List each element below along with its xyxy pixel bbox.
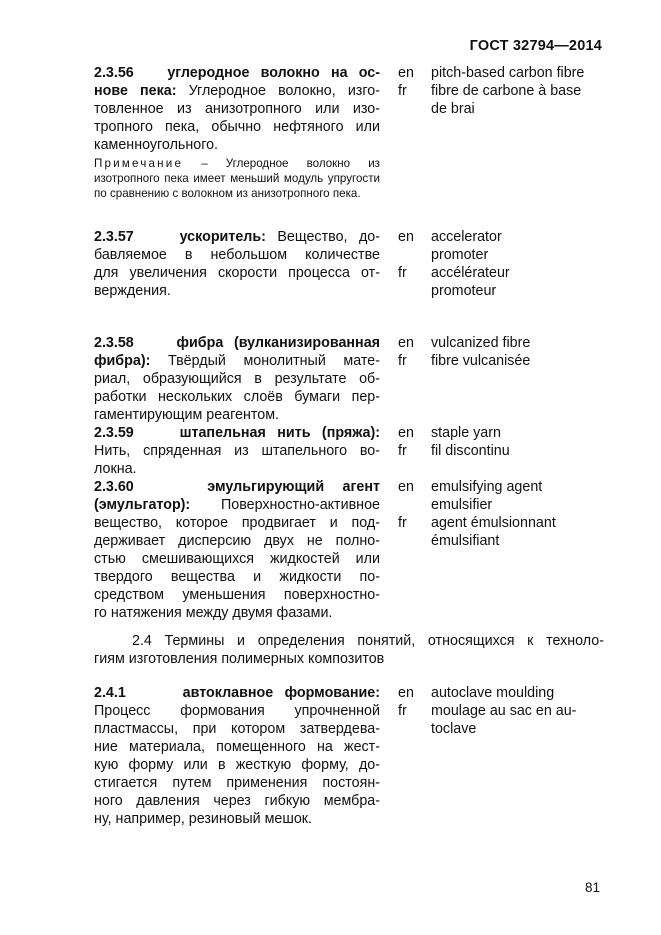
lang-code: fr	[398, 703, 407, 719]
language-codes	[398, 684, 422, 720]
definition-line: вещество, которое продвигает и под-	[94, 515, 380, 531]
term-number: 2.3.59	[94, 425, 134, 441]
equivalent-term: fibre de carbone à base	[431, 83, 582, 99]
lang-code: en	[398, 65, 414, 81]
language-codes	[398, 334, 422, 370]
term-name: штапельная нить (пряжа):	[179, 425, 381, 441]
definition-line: локна.	[94, 461, 137, 477]
equivalent-term: promoteur	[431, 283, 497, 299]
foreign-equivalents	[431, 334, 606, 370]
definition-line: пластмассы, при котором затвердева-	[94, 721, 380, 737]
section-heading-line: 2.4 Термины и определения понятий, относящихся к техноло-	[132, 633, 604, 649]
equivalent-term: émulsifiant	[431, 533, 500, 549]
definition-line: тропного пека, обычно нефтяного или	[94, 119, 380, 135]
lang-code: fr	[398, 265, 407, 281]
equivalent-term: autoclave moulding	[431, 685, 555, 701]
equivalent-term: promoter	[431, 247, 489, 263]
definition-line: кую форму или в жесткую форму, до-	[94, 757, 380, 773]
lang-code: fr	[398, 443, 407, 459]
equivalent-term: moulage au sac en au-	[431, 703, 577, 719]
document-code: ГОСТ 32794—2014	[469, 38, 602, 54]
foreign-equivalents	[431, 424, 606, 460]
equivalent-term: de brai	[431, 101, 475, 117]
language-codes	[398, 228, 422, 282]
term-name: фибра (вулканизированная	[176, 335, 380, 351]
definition-line: товленное из анизотропного или изо-	[94, 101, 380, 117]
definition-line: держивает дисперсию двух не полно-	[94, 533, 380, 549]
language-codes	[398, 424, 422, 460]
lang-code: en	[398, 229, 414, 245]
definition-line: ного давления через гибкую мембра-	[94, 793, 380, 809]
definition-line: каменноугольного.	[94, 137, 219, 153]
equivalent-term: emulsifying agent	[431, 479, 543, 495]
definition-line: бавляемое в небольшом количестве	[94, 247, 380, 263]
term-number: 2.3.56	[94, 65, 134, 81]
definition-line: Нить, спряденная из штапельного во-	[94, 443, 380, 459]
equivalent-term: fibre vulcanisée	[431, 353, 531, 369]
term-definition	[94, 228, 380, 300]
term-name-continued: фибра):	[94, 353, 151, 369]
equivalent-term: pitch-based carbon fibre	[431, 65, 585, 81]
lang-code: en	[398, 335, 414, 351]
definition-line: ние материала, помещенного на жест-	[94, 739, 380, 755]
equivalent-term: accélérateur	[431, 265, 510, 281]
definition-line: Процесс формования упрочненной	[94, 703, 380, 719]
lang-code: fr	[398, 515, 407, 531]
lang-code: en	[398, 479, 414, 495]
term-number: 2.3.57	[94, 229, 134, 245]
term-name: автоклавное формование:	[182, 685, 380, 701]
term-name: углеродное волокно на ос-	[167, 65, 380, 81]
term-name: эмульгирующий агент	[207, 479, 380, 495]
foreign-equivalents	[431, 684, 606, 738]
equivalent-term: fil discontinu	[431, 443, 510, 459]
term-definition	[94, 64, 380, 201]
equivalent-term: toclave	[431, 721, 477, 737]
definition-line: верждения.	[94, 283, 171, 299]
definition-text: Поверхностно-активное	[190, 497, 380, 513]
equivalent-term: emulsifier	[431, 497, 493, 513]
definition-line: го натяжения между двумя фазами.	[94, 605, 333, 621]
lang-code: en	[398, 685, 414, 701]
definition-line: риал, образующийся в результате об-	[94, 371, 380, 387]
definition-line: средством уменьшения поверхностно-	[94, 587, 380, 603]
lang-code: fr	[398, 353, 407, 369]
lang-code: fr	[398, 83, 407, 99]
definition-line: стигается путем применения постоян-	[94, 775, 380, 791]
definition-text: Углеродное волокно, изго-	[176, 83, 380, 99]
term-definition	[94, 478, 380, 622]
term-name-continued: нове пека:	[94, 83, 177, 99]
term-name: ускоритель:	[179, 229, 266, 245]
lang-code: en	[398, 425, 414, 441]
equivalent-term: accelerator	[431, 229, 502, 245]
foreign-equivalents	[431, 64, 606, 118]
note	[94, 157, 380, 201]
definition-line: стью смешивающихся жидкостей или	[94, 551, 380, 567]
language-codes	[398, 64, 422, 100]
term-definition	[94, 334, 380, 424]
definition-line: твердого вещества и жидкости по-	[94, 569, 380, 585]
equivalent-term: vulcanized fibre	[431, 335, 531, 351]
term-number: 2.4.1	[94, 685, 126, 701]
term-number: 2.3.58	[94, 335, 134, 351]
note-label: Примечание	[94, 157, 184, 170]
foreign-equivalents	[431, 478, 606, 550]
definition-text: Вещество, до-	[265, 229, 380, 245]
definition-line: гаментирующим реагентом.	[94, 407, 280, 423]
definition-text: Твёрдый монолитный мате-	[150, 353, 380, 369]
term-name-continued: (эмульгатор):	[94, 497, 191, 513]
term-definition	[94, 424, 380, 478]
equivalent-term: staple yarn	[431, 425, 501, 441]
note-text: – Углеродное волокно из изотропного пека имеет меньший модуль упругости по сравнению с волокном из анизотропного пека.	[94, 157, 380, 200]
term-number: 2.3.60	[94, 479, 134, 495]
definition-line: ну, например, резиновый мешок.	[94, 811, 312, 827]
equivalent-term: agent émulsionnant	[431, 515, 556, 531]
foreign-equivalents	[431, 228, 606, 300]
definition-line: работки нескольких слоёв бумаги пер-	[94, 389, 380, 405]
definition-line: для увеличения скорости процесса от-	[94, 265, 380, 281]
section-heading-2-4	[94, 632, 604, 668]
term-definition	[94, 684, 380, 828]
page-number: 81	[584, 880, 600, 895]
language-codes	[398, 478, 422, 532]
section-heading-line: гиям изготовления полимерных композитов	[94, 651, 385, 667]
